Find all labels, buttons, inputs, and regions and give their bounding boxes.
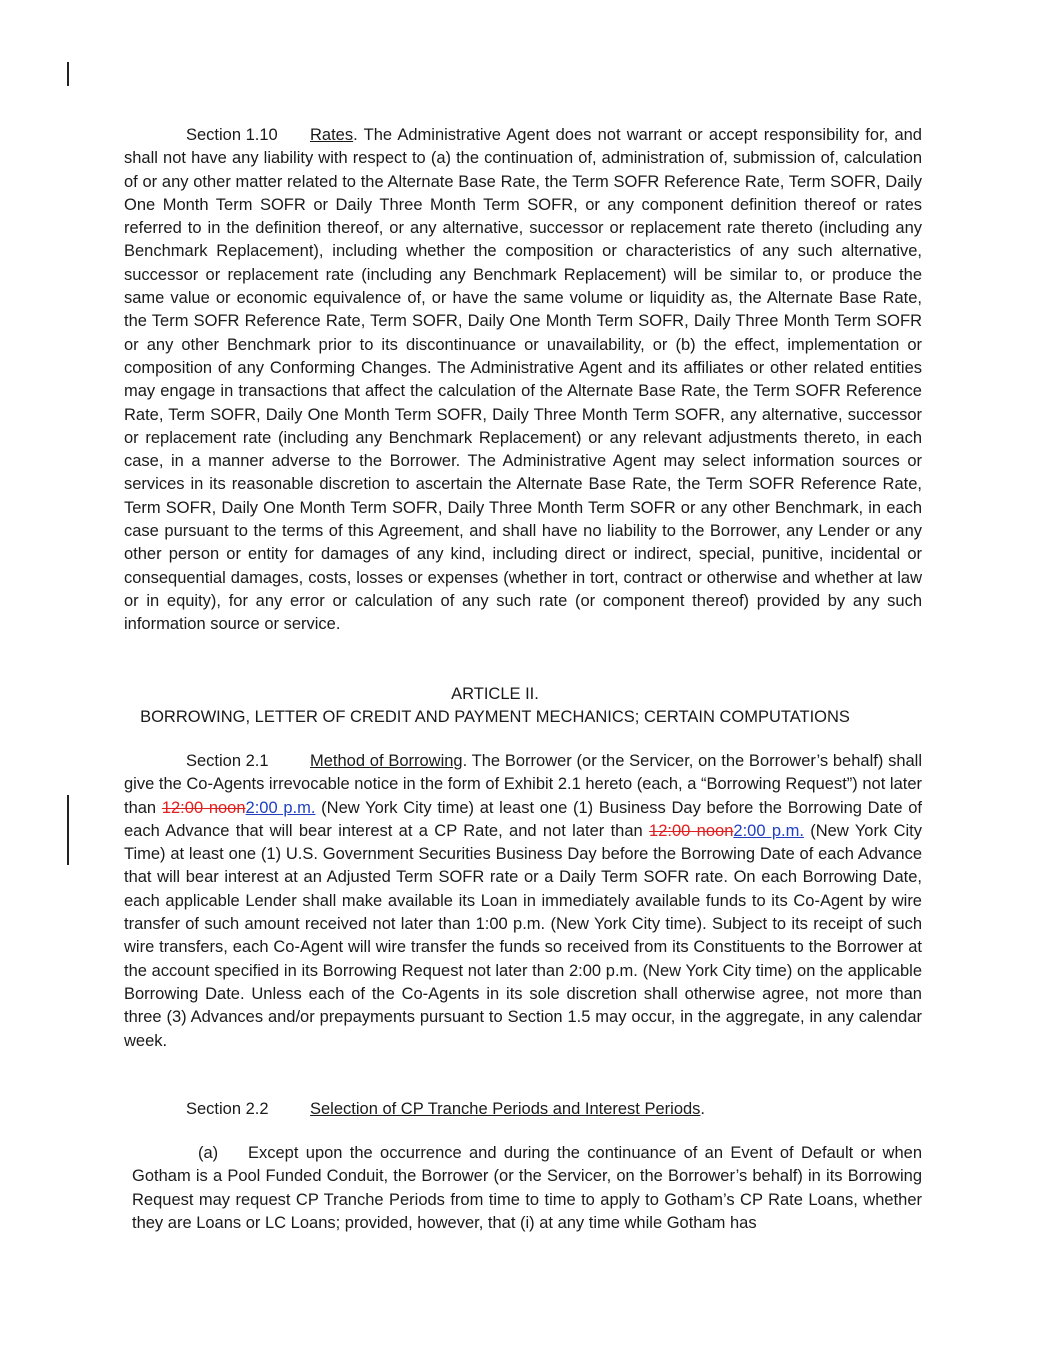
clause-label: (a) [198,1144,219,1162]
clause-body: Except upon the occurrence and during the continuance of an Event of Default or when Gotham is a Pool Funded Conduit, the Borrower (or the Servicer, on the Borrower’s behalf) in its Borrowing Request may request CP Tranche Periods from time to time to apply to Gotham’s CP Rate Loans, whether they are Loans or LC Loans; provided, however, that (i) at any time while Gotham has [132,1144,922,1232]
article-number: ARTICLE II. [451,685,539,703]
heading-period: . [462,752,468,770]
revision-change-bar-top [67,62,69,86]
section-body-part-3: (New York City Time) at least one (1) U.S. Government Securities Business Day before the Borrowing Date of each Advance that will bear interest at an Adjusted Term SOFR rate or a Daily Term SOFR rate. On each Borrowing Date, each applicable Lender shall make available its Loan in immediately available funds to its Co-Agent by wire transfer of such amount received not later than 1:00 p.m. (New York City time). Subject to its receipt of such wire transfers, each Co-Agent will wire transfer the funds so received from its Constituents to the Borrower at the account specified in its Borrowing Request not later than 2:00 p.m. (New York City time) on the applicable Borrowing Date. Unless each of the Co-Agents in its sole discretion shall otherwise agree, not more than three (3) Advances and/or prepayments pursuant to Section 1.5 may occur, in the aggregate, in any calendar week. [124,821,922,1050]
section-2-1-paragraph [124,750,922,1053]
heading-period: . [353,126,358,144]
article-title: BORROWING, LETTER OF CREDIT AND PAYMENT MECHANICS; CERTAIN COMPUTATIONS [140,708,850,726]
section-heading: Method of Borrowing [310,752,463,770]
section-2-2-a-paragraph [132,1142,922,1235]
heading-period: . [700,1100,706,1118]
section-2-2-heading-line [124,1098,922,1121]
section-heading: Rates [310,126,354,144]
section-body-part-2: (New York City time) at least one (1) Business Day before the Borrowing Date of each Advance that will bear interest at a CP Rate, and not later than [124,798,922,840]
section-body-part-1: The Borrower (or the Servicer, on the Borrower’s behalf) shall give the Co-Agents irrevocable notice in the form of Exhibit 2.1 hereto (each, a “Borrowing Request”) not later than [124,752,923,817]
section-heading: Selection of CP Tranche Periods and Interest Periods [310,1100,701,1118]
inserted-text: 2:00 p.m. [733,821,804,840]
deleted-text: 12:00 noon [649,821,734,840]
section-body: The Administrative Agent does not warrant or accept responsibility for, and shall not have any liability with respect to (a) the continuation of, administration of, submission of, calculation of or any other matter related to the Alternate Base Rate, the Term SOFR Reference Rate, Term SOFR, Daily One Month Term SOFR or Daily Three Month Term SOFR, or any component definition thereof or rates referred to in the definition thereof, or any alternative, successor or replacement rate thereto (including any Benchmark Replacement), including whether the composition or characteristics of any such alternative, successor or replacement rate (including any Benchmark Replacement) will be similar to, or produce the same value or economic equivalence of, or have the same volume or liquidity as, the Alternate Base Rate, the Term SOFR Reference Rate, Term SOFR, Daily One Month Term SOFR, Daily Three Month Term SOFR or any other Benchmark prior to its discontinuance or unavailability, or (b) the effect, implementation or composition of any Conforming Changes. The Administrative Agent and its affiliates or other related entities may engage in transactions that affect the calculation of the Alternate Base Rate, the Term SOFR Reference Rate, Term SOFR, Daily One Month Term SOFR, Daily Three Month Term SOFR, any alternative, successor or replacement rate (including any Benchmark Replacement) or any relevant adjustments thereto, in each case, in a manner adverse to the Borrower. The Administrative Agent may select information sources or services in its reasonable discretion to ascertain the Alternate Base Rate, the Term SOFR Reference Rate, Term SOFR, Daily One Month Term SOFR, Daily Three Month Term SOFR or any other Benchmark, in each case pursuant to the terms of this Agreement, and shall have no liability to the Borrower, any Lender or any other person or entity for damages of any kind, including direct or indirect, special, punitive, incidental or consequential damages, costs, losses or expenses (whether in tort, contract or otherwise and whether at law or in equity), for any error or calculation of any such rate (or component thereof) provided by any such information source or service. [124,126,922,634]
deleted-text: 12:00 noon [161,798,246,817]
section-number: Section 2.2 [186,1100,269,1118]
section-number: Section 1.10 [186,126,278,144]
revision-change-bar [67,795,69,865]
section-number: Section 2.1 [186,752,269,770]
section-1-10-paragraph [124,124,922,637]
inserted-text: 2:00 p.m. [245,798,316,817]
